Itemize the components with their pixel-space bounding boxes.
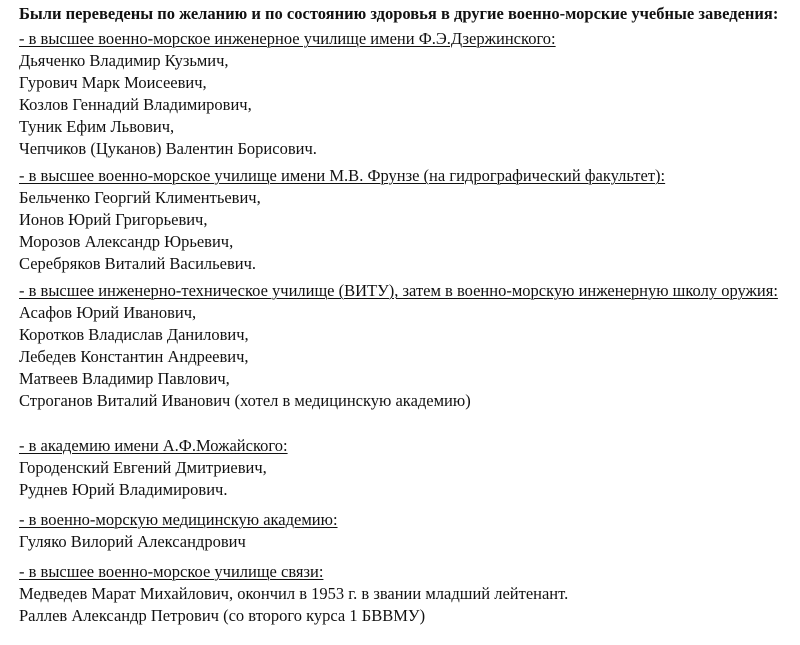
section-title: - в высшее военно-морское инженерное училище имени Ф.Э.Дзержинского: <box>19 29 556 48</box>
section-title: - в высшее военно-морское училище имени М.В. Фрунзе (на гидрографический факультет): <box>19 166 666 185</box>
list-item: Туник Ефим Львович, <box>19 117 175 136</box>
list-item: Серебряков Виталий Васильевич. <box>19 254 257 273</box>
section-title: - в высшее военно-морское училище связи: <box>19 562 324 581</box>
list-item: Козлов Геннадий Владимирович, <box>19 95 252 114</box>
list-item: Медведев Марат Михайлович, окончил в 1953 г. в звании младший лейтенант. <box>19 584 569 603</box>
section-title: - в военно-морскую медицинскую академию: <box>19 510 338 529</box>
section-mozhaisky <box>19 435 779 501</box>
list-item: Гурович Марк Моисеевич, <box>19 73 207 92</box>
list-item: Городенский Евгений Дмитриевич, <box>19 458 267 477</box>
list-item: Асафов Юрий Иванович, <box>19 303 197 322</box>
document-page <box>19 3 779 627</box>
section-title: - в академию имени А.Ф.Можайского: <box>19 436 288 455</box>
list-item: Морозов Александр Юрьевич, <box>19 232 234 251</box>
section-vitu <box>19 280 779 412</box>
list-item: Руднев Юрий Владимирович. <box>19 480 228 499</box>
list-item: Бельченко Георгий Климентьевич, <box>19 188 261 207</box>
section-frunze <box>19 165 779 275</box>
list-item: Дьяченко Владимир Кузьмич, <box>19 51 229 70</box>
list-item: Чепчиков (Цуканов) Валентин Борисович. <box>19 139 317 158</box>
list-item: Строганов Виталий Иванович (хотел в медицинскую академию) <box>19 391 471 410</box>
list-item: Коротков Владислав Данилович, <box>19 325 249 344</box>
list-item: Гуляко Вилорий Александрович <box>19 532 246 551</box>
document-heading: Были переведены по желанию и по состоянию здоровья в другие военно-морские учебные заведения: <box>19 4 779 23</box>
list-item: Ионов Юрий Григорьевич, <box>19 210 208 229</box>
list-item: Лебедев Константин Андреевич, <box>19 347 249 366</box>
section-title: - в высшее инженерно-техническое училище (ВИТУ), затем в военно-морскую инженерную школу оружия: <box>19 281 778 300</box>
section-medical-academy <box>19 509 779 553</box>
list-item: Раллев Александр Петрович (со второго курса 1 БВВМУ) <box>19 606 426 625</box>
list-item: Матвеев Владимир Павлович, <box>19 369 230 388</box>
section-dzerzhinsky <box>19 28 779 160</box>
section-communications <box>19 561 779 627</box>
